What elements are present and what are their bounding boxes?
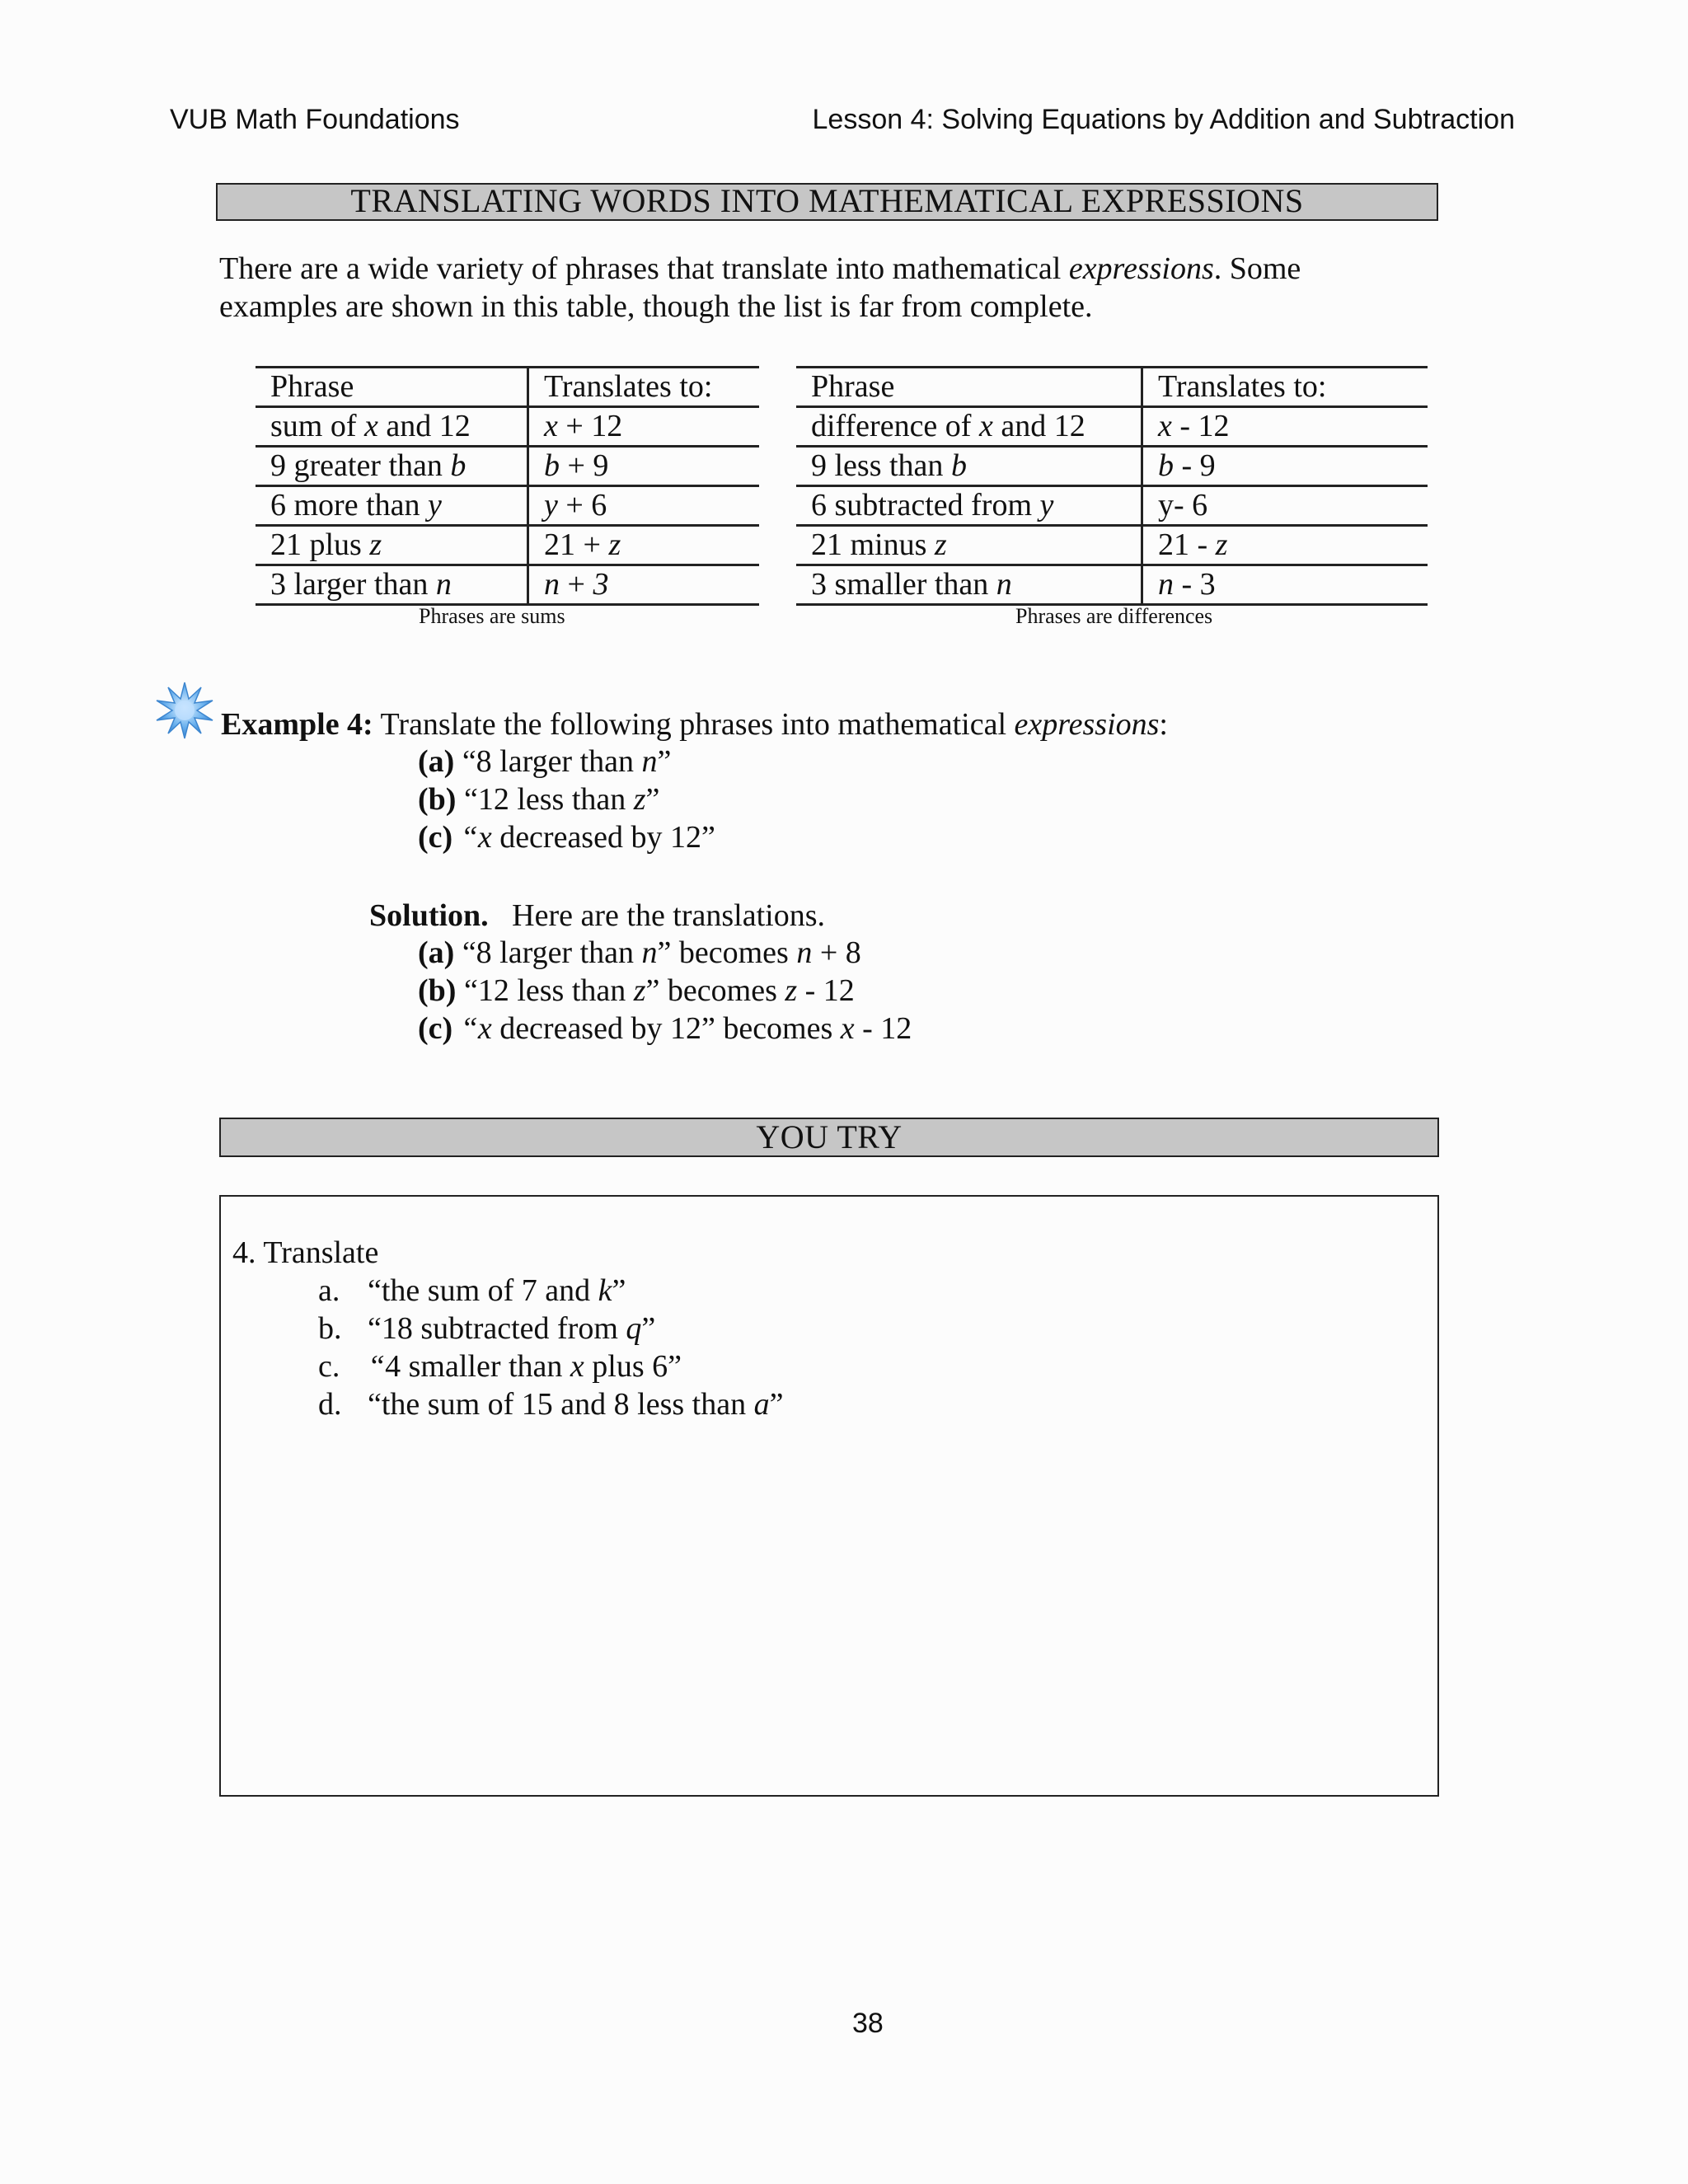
example-prompt: Translate the following phrases into mathematical: [373, 707, 1015, 742]
translation-cell: y + 6: [528, 486, 760, 526]
example-item: (c) “x decreased by 12”: [418, 820, 715, 855]
translation-cell: y- 6: [1142, 486, 1428, 526]
table-row: [796, 565, 1428, 605]
column-header-translation: Translates to:: [1142, 368, 1428, 407]
example-prompt-end: :: [1159, 707, 1168, 742]
solution-label: Solution.: [369, 898, 489, 933]
translation-cell: x - 12: [1142, 407, 1428, 447]
intro-text-line2: examples are shown in this table, though the list is far from complete.: [219, 289, 1093, 324]
phrase-cell: 3 larger than n: [256, 565, 528, 605]
table-row: [796, 486, 1428, 526]
translation-cell: 21 + z: [528, 526, 760, 565]
phrase-cell: 6 subtracted from y: [796, 486, 1142, 526]
phrase-cell: sum of x and 12: [256, 407, 528, 447]
intro-emphasis: expressions: [1068, 251, 1214, 286]
section-banner-translating: TRANSLATING WORDS INTO MATHEMATICAL EXPRESSIONS: [216, 183, 1438, 221]
translation-cell: n + 3: [528, 565, 760, 605]
table-row: [256, 447, 759, 486]
solution-item: (c) “x decreased by 12” becomes x - 12: [418, 1011, 912, 1046]
example-item: (a) “8 larger than n”: [418, 744, 672, 779]
table-row: [796, 526, 1428, 565]
running-header-right: Lesson 4: Solving Equations by Addition and Subtraction: [812, 104, 1515, 135]
translation-cell: n - 3: [1142, 565, 1428, 605]
phrase-cell: 9 greater than b: [256, 447, 528, 486]
table-row: [796, 407, 1428, 447]
phrase-cell: difference of x and 12: [796, 407, 1142, 447]
column-header-phrase: Phrase: [256, 368, 528, 407]
sums-table: [256, 366, 759, 606]
running-header-left: VUB Math Foundations: [170, 104, 460, 135]
table-row: [256, 526, 759, 565]
sums-table-caption: Phrases are sums: [419, 604, 565, 628]
translation-cell: x + 12: [528, 407, 760, 447]
example-heading: [221, 705, 1168, 743]
differences-table-caption: Phrases are differences: [1015, 604, 1213, 628]
phrase-cell: 21 plus z: [256, 526, 528, 565]
intro-text-part2: . Some: [1213, 251, 1301, 286]
you-try-item: b. “18 subtracted from q”: [318, 1311, 656, 1346]
solution-intro: Here are the translations.: [512, 898, 826, 933]
solution-item: (b) “12 less than z” becomes z - 12: [418, 973, 855, 1008]
example-prompt-emphasis: expressions: [1014, 707, 1160, 742]
translation-cell: b + 9: [528, 447, 760, 486]
table-header-row: [796, 368, 1428, 407]
table-row: [256, 565, 759, 605]
page-number: 38: [852, 2008, 884, 2039]
example-item: (b) “12 less than z”: [418, 782, 660, 817]
translation-cell: 21 - z: [1142, 526, 1428, 565]
you-try-item: a. “the sum of 7 and k”: [318, 1273, 626, 1308]
solution-item: (a) “8 larger than n” becomes n + 8: [418, 935, 861, 970]
you-try-item: c. “4 smaller than x plus 6”: [318, 1349, 682, 1384]
example-label: Example 4:: [221, 707, 373, 742]
phrase-cell: 3 smaller than n: [796, 565, 1142, 605]
column-header-phrase: Phrase: [796, 368, 1142, 407]
intro-text-part1: There are a wide variety of phrases that translate into mathematical: [219, 251, 1069, 286]
star-bullet-icon: [155, 681, 214, 740]
column-header-translation: Translates to:: [528, 368, 760, 407]
table-row: [796, 447, 1428, 486]
phrase-cell: 9 less than b: [796, 447, 1142, 486]
phrase-cell: 6 more than y: [256, 486, 528, 526]
translation-cell: b - 9: [1142, 447, 1428, 486]
table-header-row: [256, 368, 759, 407]
table-row: [256, 407, 759, 447]
section-banner-you-try: YOU TRY: [219, 1118, 1439, 1157]
table-row: [256, 486, 759, 526]
differences-table: [796, 366, 1428, 606]
solution-heading: [369, 897, 825, 935]
you-try-title: 4. Translate: [232, 1235, 379, 1270]
phrase-cell: 21 minus z: [796, 526, 1142, 565]
you-try-item: d. “the sum of 15 and 8 less than a”: [318, 1387, 784, 1422]
intro-paragraph: [219, 250, 1447, 326]
